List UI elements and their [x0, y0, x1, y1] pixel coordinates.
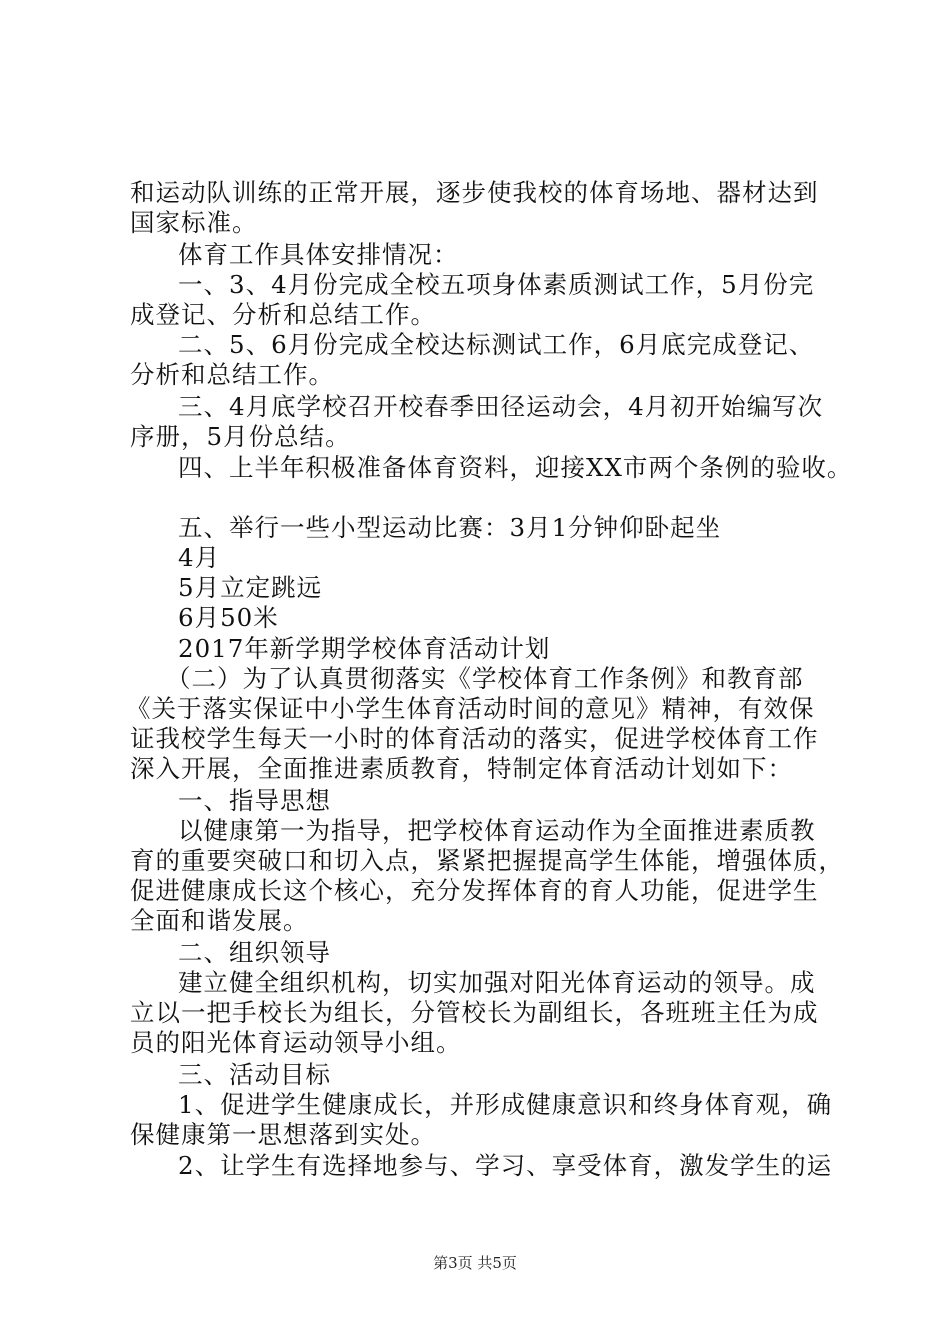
- page-number: 第3页 共5页: [433, 1254, 517, 1272]
- text-line: 《关于落实保证中小学生体育活动时间的意见》精神，有效保: [126, 694, 815, 723]
- text-line: 立以一把手校长为组长，分管校长为副组长，各班班主任为成: [130, 998, 819, 1027]
- section-heading: 三、活动目标: [178, 1060, 331, 1089]
- text-line: 全面和谐发展。: [130, 906, 309, 935]
- document-title: 2017年新学期学校体育活动计划: [178, 634, 551, 663]
- text-line: 6月50米: [178, 603, 279, 632]
- text-line: 序册，5月份总结。: [130, 422, 351, 451]
- text-line: 一、3、4月份完成全校五项身体素质测试工作，5月份完: [178, 270, 815, 299]
- text-line: 体育工作具体安排情况：: [178, 240, 459, 269]
- text-line: 三、4月底学校召开校春季田径运动会，4月初开始编写次: [178, 392, 824, 421]
- text-line: （二）为了认真贯彻落实《学校体育工作条例》和教育部: [166, 664, 804, 693]
- section-heading: 一、指导思想: [178, 786, 331, 815]
- text-line: 保健康第一思想落到实处。: [130, 1120, 436, 1149]
- text-line: 国家标准。: [130, 208, 258, 237]
- text-line: 五、举行一些小型运动比赛：3月1分钟仰卧起坐: [178, 513, 722, 542]
- text-line: 建立健全组织机构，切实加强对阳光体育运动的领导。成: [178, 968, 816, 997]
- text-line: 1、促进学生健康成长，并形成健康意识和终身体育观，确: [178, 1090, 833, 1119]
- text-line: 育的重要突破口和切入点，紧紧把握提高学生体能，增强体质，: [130, 846, 844, 875]
- text-line: 证我校学生每天一小时的体育活动的落实，促进学校体育工作: [130, 724, 819, 753]
- text-line: 2、让学生有选择地参与、学习、享受体育，激发学生的运: [178, 1151, 833, 1180]
- text-line: 以健康第一为指导，把学校体育运动作为全面推进素质教: [178, 816, 816, 845]
- text-line: 员的阳光体育运动领导小组。: [130, 1028, 462, 1057]
- text-line: 四、上半年积极准备体育资料，迎接XX市两个条例的验收。: [178, 453, 853, 482]
- text-line: 和运动队训练的正常开展，逐步使我校的体育场地、器材达到: [130, 178, 819, 207]
- text-line: 分析和总结工作。: [130, 360, 334, 389]
- text-line: 深入开展，全面推进素质教育，特制定体育活动计划如下：: [130, 754, 793, 783]
- section-heading: 二、组织领导: [178, 938, 331, 967]
- text-line: 二、5、6月份完成全校达标测试工作，6月底完成登记、: [178, 330, 815, 359]
- text-line: 4月: [178, 543, 221, 572]
- text-line: 成登记、分析和总结工作。: [130, 300, 436, 329]
- text-line: 5月立定跳远: [178, 573, 323, 602]
- text-line: 促进健康成长这个核心，充分发挥体育的育人功能，促进学生: [130, 876, 819, 905]
